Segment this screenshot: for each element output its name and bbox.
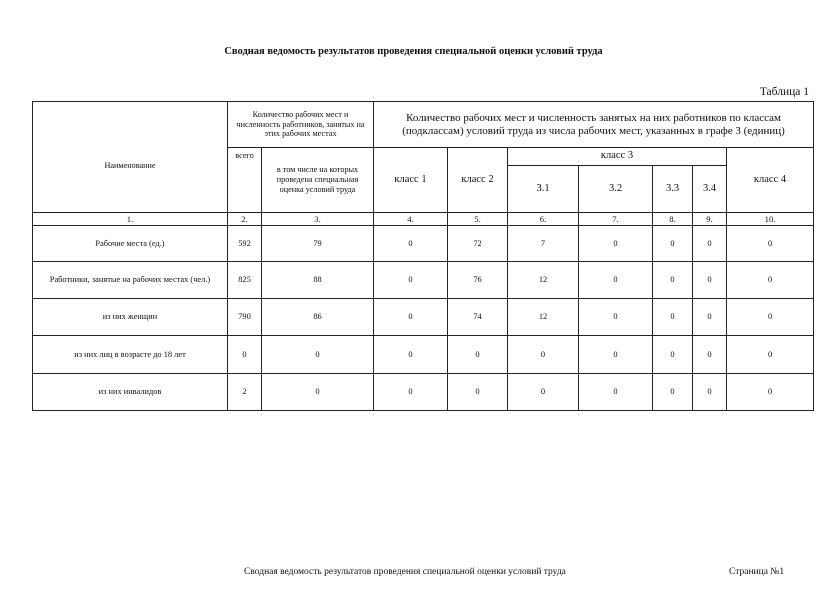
row-name: из них инвалидов bbox=[33, 374, 228, 411]
cell-class2: 0 bbox=[448, 374, 508, 411]
column-number: 2. bbox=[228, 213, 262, 226]
header-class2: класс 2 bbox=[448, 148, 508, 213]
column-number: 1. bbox=[33, 213, 228, 226]
cell-class2: 0 bbox=[448, 336, 508, 374]
row-name: из них женщин bbox=[33, 299, 228, 336]
cell-class32: 0 bbox=[579, 374, 653, 411]
cell-total: 825 bbox=[228, 262, 262, 299]
document-title: Сводная ведомость результатов проведения специальной оценки условий труда bbox=[224, 46, 603, 57]
cell-class32: 0 bbox=[579, 262, 653, 299]
cell-class1: 0 bbox=[374, 374, 448, 411]
page-number: Страница №1 bbox=[729, 567, 785, 577]
header-assessed: в том числе на которых проведена специальная оценка условий труда bbox=[262, 148, 374, 213]
header-class3: класс 3 bbox=[508, 148, 727, 166]
cell-class32: 0 bbox=[579, 299, 653, 336]
cell-class31: 12 bbox=[508, 299, 579, 336]
cell-class34: 0 bbox=[693, 336, 727, 374]
cell-class33: 0 bbox=[653, 299, 693, 336]
cell-class4: 0 bbox=[727, 336, 814, 374]
cell-class33: 0 bbox=[653, 374, 693, 411]
cell-class2: 72 bbox=[448, 226, 508, 262]
cell-class31: 0 bbox=[508, 336, 579, 374]
cell-assessed: 0 bbox=[262, 336, 374, 374]
column-number: 5. bbox=[448, 213, 508, 226]
column-number: 7. bbox=[579, 213, 653, 226]
cell-class4: 0 bbox=[727, 226, 814, 262]
cell-class32: 0 bbox=[579, 226, 653, 262]
footer-text: Сводная ведомость результатов проведения специальной оценки условий труда bbox=[244, 567, 566, 577]
column-number: 6. bbox=[508, 213, 579, 226]
cell-assessed: 79 bbox=[262, 226, 374, 262]
cell-total: 0 bbox=[228, 336, 262, 374]
cell-assessed: 86 bbox=[262, 299, 374, 336]
cell-class31: 0 bbox=[508, 374, 579, 411]
header-class1: класс 1 bbox=[374, 148, 448, 213]
column-number: 8. bbox=[653, 213, 693, 226]
cell-class34: 0 bbox=[693, 299, 727, 336]
cell-class34: 0 bbox=[693, 262, 727, 299]
table-row bbox=[33, 226, 814, 262]
row-name: Рабочие места (ед.) bbox=[33, 226, 228, 262]
table-row bbox=[33, 374, 814, 411]
cell-class2: 74 bbox=[448, 299, 508, 336]
cell-class34: 0 bbox=[693, 374, 727, 411]
cell-total: 790 bbox=[228, 299, 262, 336]
header-class4: класс 4 bbox=[727, 148, 814, 213]
table-label: Таблица 1 bbox=[759, 86, 809, 98]
header-class32: 3.2 bbox=[579, 166, 653, 213]
header-total: всего bbox=[228, 148, 262, 213]
table-row bbox=[33, 299, 814, 336]
header-class31: 3.1 bbox=[508, 166, 579, 213]
column-number: 4. bbox=[374, 213, 448, 226]
cell-class4: 0 bbox=[727, 374, 814, 411]
column-number: 3. bbox=[262, 213, 374, 226]
table-row bbox=[33, 262, 814, 299]
cell-class33: 0 bbox=[653, 336, 693, 374]
column-number: 9. bbox=[693, 213, 727, 226]
cell-assessed: 88 bbox=[262, 262, 374, 299]
cell-class31: 12 bbox=[508, 262, 579, 299]
header-workplaces-group: Количество рабочих мест и численность работников, занятых на этих рабочих местах bbox=[228, 102, 374, 148]
cell-assessed: 0 bbox=[262, 374, 374, 411]
cell-total: 592 bbox=[228, 226, 262, 262]
cell-class1: 0 bbox=[374, 262, 448, 299]
cell-class31: 7 bbox=[508, 226, 579, 262]
cell-class4: 0 bbox=[727, 262, 814, 299]
cell-class2: 76 bbox=[448, 262, 508, 299]
cell-class34: 0 bbox=[693, 226, 727, 262]
header-class34: 3.4 bbox=[693, 166, 727, 213]
row-name: Работники, занятые на рабочих местах (чел.) bbox=[33, 262, 228, 299]
cell-class33: 0 bbox=[653, 262, 693, 299]
column-number: 10. bbox=[727, 213, 814, 226]
cell-class1: 0 bbox=[374, 336, 448, 374]
cell-class1: 0 bbox=[374, 299, 448, 336]
summary-table bbox=[32, 101, 814, 411]
cell-total: 2 bbox=[228, 374, 262, 411]
header-class33: 3.3 bbox=[653, 166, 693, 213]
header-classes-group: Количество рабочих мест и численность занятых на них работников по классам (подклассам) условий труда из числа рабочих мест, указанных в графе 3 (единиц) bbox=[374, 102, 814, 148]
cell-class4: 0 bbox=[727, 299, 814, 336]
cell-class32: 0 bbox=[579, 336, 653, 374]
cell-class33: 0 bbox=[653, 226, 693, 262]
header-name: Наименование bbox=[33, 102, 228, 213]
cell-class1: 0 bbox=[374, 226, 448, 262]
table-row bbox=[33, 336, 814, 374]
row-name: из них лиц в возрасте до 18 лет bbox=[33, 336, 228, 374]
